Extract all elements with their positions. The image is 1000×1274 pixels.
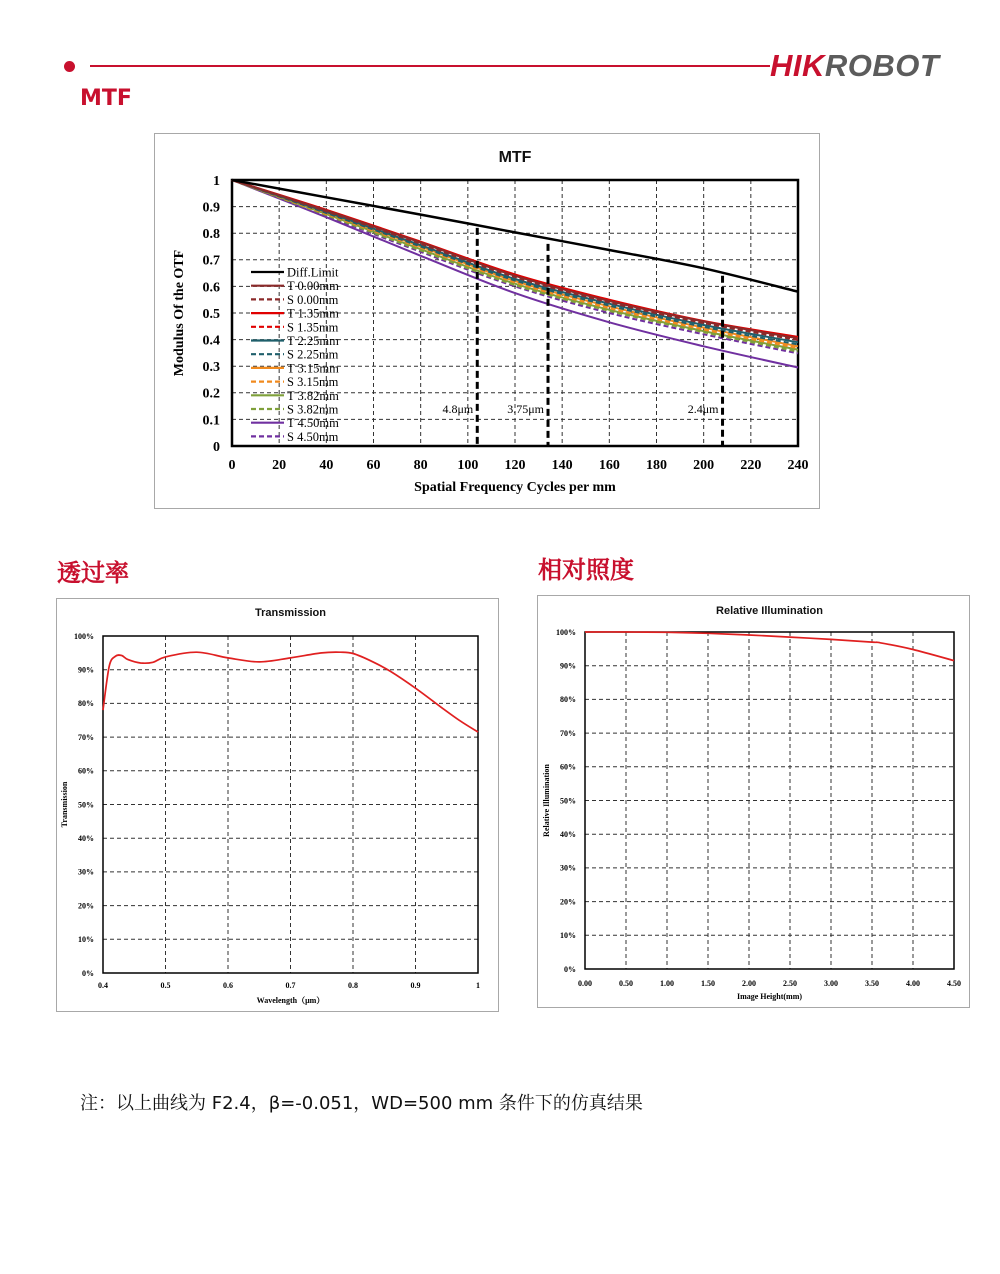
y-tick-label: 0.1 xyxy=(202,413,220,429)
relative-illumination-chart xyxy=(538,596,969,1007)
footnote: 注：以上曲线为 F2.4，β=-0.051，WD=500 mm 条件下的仿真结果 xyxy=(80,1093,643,1114)
legend-entry: T 3.82mm xyxy=(287,388,339,403)
y-tick-label: 70% xyxy=(78,732,94,742)
legend-entry: S 3.82mm xyxy=(287,402,339,417)
y-tick-label: 80% xyxy=(78,699,94,709)
legend-entry: T 2.25mm xyxy=(287,334,339,348)
x-tick-label: 160 xyxy=(598,458,620,473)
y-tick-label: 50% xyxy=(560,796,576,806)
y-axis-label: Modulus Of the OTF xyxy=(172,249,187,377)
x-tick-label: 1.00 xyxy=(660,979,674,988)
y-tick-label: 40% xyxy=(78,834,94,843)
x-tick-label: 1.50 xyxy=(701,979,715,988)
legend-entry: T 0.00mm xyxy=(287,279,339,294)
brand-robot: ROBOT xyxy=(824,48,940,83)
resolution-marker-label: 2.4μm xyxy=(687,401,719,416)
x-tick-label: 0 xyxy=(228,458,236,473)
x-tick-label: 0.50 xyxy=(619,979,633,988)
y-tick-label: 0% xyxy=(564,964,576,974)
y-axis-label: Relative Illumination xyxy=(542,764,551,837)
x-tick-label: 0.7 xyxy=(285,981,296,990)
y-tick-label: 0.8 xyxy=(202,227,220,243)
x-tick-label: 20 xyxy=(272,458,287,473)
y-tick-label: 0.2 xyxy=(202,386,220,402)
transmission-chart-panel xyxy=(56,598,499,1012)
y-tick-label: 0.5 xyxy=(202,306,220,322)
y-tick-label: 0.3 xyxy=(202,360,220,376)
legend-entry: S 4.50mm xyxy=(287,429,339,444)
legend-entry: Diff.Limit xyxy=(287,265,339,280)
x-tick-label: 220 xyxy=(740,458,762,473)
resolution-marker-label: 4.8μm xyxy=(442,401,474,416)
section-title-transmission: 透过率 xyxy=(57,559,129,587)
legend-entry: S 1.35mm xyxy=(287,320,339,335)
y-tick-label: 10% xyxy=(78,935,94,945)
series-line xyxy=(585,632,954,661)
y-tick-label: 100% xyxy=(556,627,576,637)
x-tick-label: 0.00 xyxy=(578,979,592,988)
section-title-relative-illumination: 相对照度 xyxy=(538,556,634,584)
y-tick-label: 0.9 xyxy=(202,200,220,216)
x-tick-label: 180 xyxy=(646,458,667,473)
brand-logo xyxy=(770,48,939,84)
section-title-mtf: MTF xyxy=(80,86,132,111)
chart-title: Relative Illumination xyxy=(716,605,823,617)
x-tick-label: 40 xyxy=(319,458,334,473)
legend-entry: T 1.35mm xyxy=(287,306,339,321)
x-tick-label: 200 xyxy=(693,458,715,473)
y-tick-label: 30% xyxy=(78,867,94,877)
x-tick-label: 240 xyxy=(787,458,809,473)
x-axis-label: Image Height(mm) xyxy=(736,992,803,1001)
y-tick-label: 60% xyxy=(560,762,576,772)
x-tick-label: 3.50 xyxy=(865,979,879,988)
y-tick-label: 80% xyxy=(560,695,576,705)
x-tick-label: 0.6 xyxy=(223,981,233,990)
y-axis-label: Transmission xyxy=(60,781,69,828)
x-tick-label: 2.00 xyxy=(742,979,756,988)
x-axis-label: Spatial Frequency Cycles per mm xyxy=(414,480,616,495)
x-tick-label: 0.9 xyxy=(410,981,421,990)
x-tick-label: 140 xyxy=(551,458,573,473)
y-tick-label: 10% xyxy=(560,931,576,941)
chart-title: Transmission xyxy=(255,607,326,619)
x-tick-label: 80 xyxy=(413,458,428,473)
x-tick-label: 4.50 xyxy=(947,979,961,988)
legend-entry: T 3.15mm xyxy=(287,361,339,376)
y-tick-label: 30% xyxy=(560,863,576,873)
legend-entry: T 4.50mm xyxy=(287,416,339,431)
x-tick-label: 3.00 xyxy=(824,979,838,988)
legend-entry: S 3.15mm xyxy=(287,375,339,390)
x-tick-label: 0.5 xyxy=(160,981,171,990)
header-rule xyxy=(90,65,770,67)
x-tick-label: 0.8 xyxy=(348,981,358,990)
x-tick-label: 4.00 xyxy=(906,979,920,988)
y-tick-label: 0.6 xyxy=(202,280,220,296)
y-tick-label: 20% xyxy=(560,897,576,907)
y-tick-label: 0 xyxy=(213,439,220,455)
y-tick-label: 60% xyxy=(78,766,94,776)
y-tick-label: 100% xyxy=(74,631,94,641)
mtf-chart xyxy=(155,134,819,508)
resolution-marker-label: 3.75μm xyxy=(507,401,545,416)
chart-title: MTF xyxy=(498,149,532,166)
y-tick-label: 70% xyxy=(560,728,576,738)
x-axis-label: Wavelength（μm） xyxy=(256,996,325,1005)
y-tick-label: 0.4 xyxy=(202,333,220,349)
x-tick-label: 1 xyxy=(476,981,480,990)
y-tick-label: 0.7 xyxy=(202,253,220,269)
x-tick-label: 100 xyxy=(457,458,479,473)
y-tick-label: 90% xyxy=(78,665,94,675)
transmission-chart xyxy=(57,599,498,1011)
mtf-chart-panel xyxy=(154,133,820,509)
x-tick-label: 0.4 xyxy=(98,981,108,990)
y-tick-label: 90% xyxy=(560,661,576,671)
y-tick-label: 50% xyxy=(78,800,94,810)
brand-hik: HIK xyxy=(770,48,825,83)
header-bullet xyxy=(64,61,75,72)
y-tick-label: 40% xyxy=(560,830,576,839)
y-tick-label: 1 xyxy=(213,173,220,189)
legend-entry: S 0.00mm xyxy=(287,292,339,307)
relative-illumination-chart-panel xyxy=(537,595,970,1008)
x-tick-label: 120 xyxy=(504,458,526,473)
x-tick-label: 60 xyxy=(366,458,381,473)
y-tick-label: 20% xyxy=(78,901,94,911)
legend-entry: S 2.25mm xyxy=(287,347,339,362)
y-tick-label: 0% xyxy=(82,968,94,978)
x-tick-label: 2.50 xyxy=(783,979,797,988)
